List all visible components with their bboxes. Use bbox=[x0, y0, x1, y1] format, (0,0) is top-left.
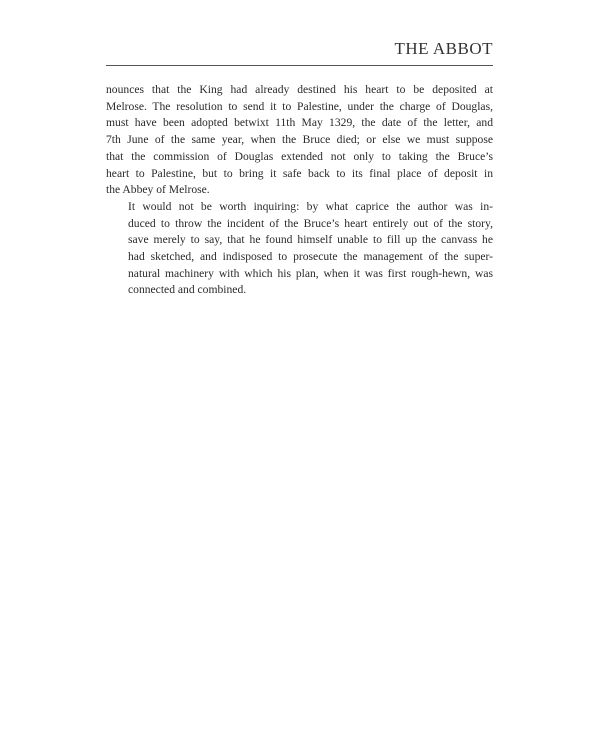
text-line: nounces that the King had already destined his heart to be deposited at bbox=[106, 83, 493, 96]
text-line: natural machinery with which his plan, when it was first rough-hewn, was bbox=[128, 266, 493, 280]
paragraph-1 bbox=[106, 82, 493, 199]
text-line: that the commission of Douglas extended not only to taking the Bruce’s bbox=[106, 149, 493, 163]
text-line: 7th June of the same year, when the Bruce died; or else we must suppose bbox=[106, 133, 493, 147]
text-line: It would not be worth inquiring: by what caprice the author was in- bbox=[128, 199, 493, 213]
text-line: Melrose. The resolution to send it to Palestine, under the charge of Douglas, bbox=[106, 99, 493, 113]
running-title: THE ABBOT bbox=[394, 39, 493, 58]
paragraph-2 bbox=[106, 199, 493, 299]
text-line: had sketched, and indisposed to prosecute the management of the super- bbox=[128, 250, 493, 264]
text-line: connected and combined. bbox=[128, 283, 247, 297]
text-line: heart to Palestine, but to bring it safe back to its final place of deposit in bbox=[106, 166, 493, 180]
text-line: the Abbey of Melrose. bbox=[106, 183, 210, 197]
header-rule bbox=[106, 65, 493, 66]
text-line: duced to throw the incident of the Bruce’s heart entirely out of the story, bbox=[128, 216, 493, 230]
text-line: must have been adopted betwixt 11th May 1329, the date of the letter, and bbox=[106, 116, 493, 130]
page-body bbox=[106, 82, 493, 299]
text-line: save merely to say, that he found himself unable to fill up the canvass he bbox=[128, 233, 493, 247]
